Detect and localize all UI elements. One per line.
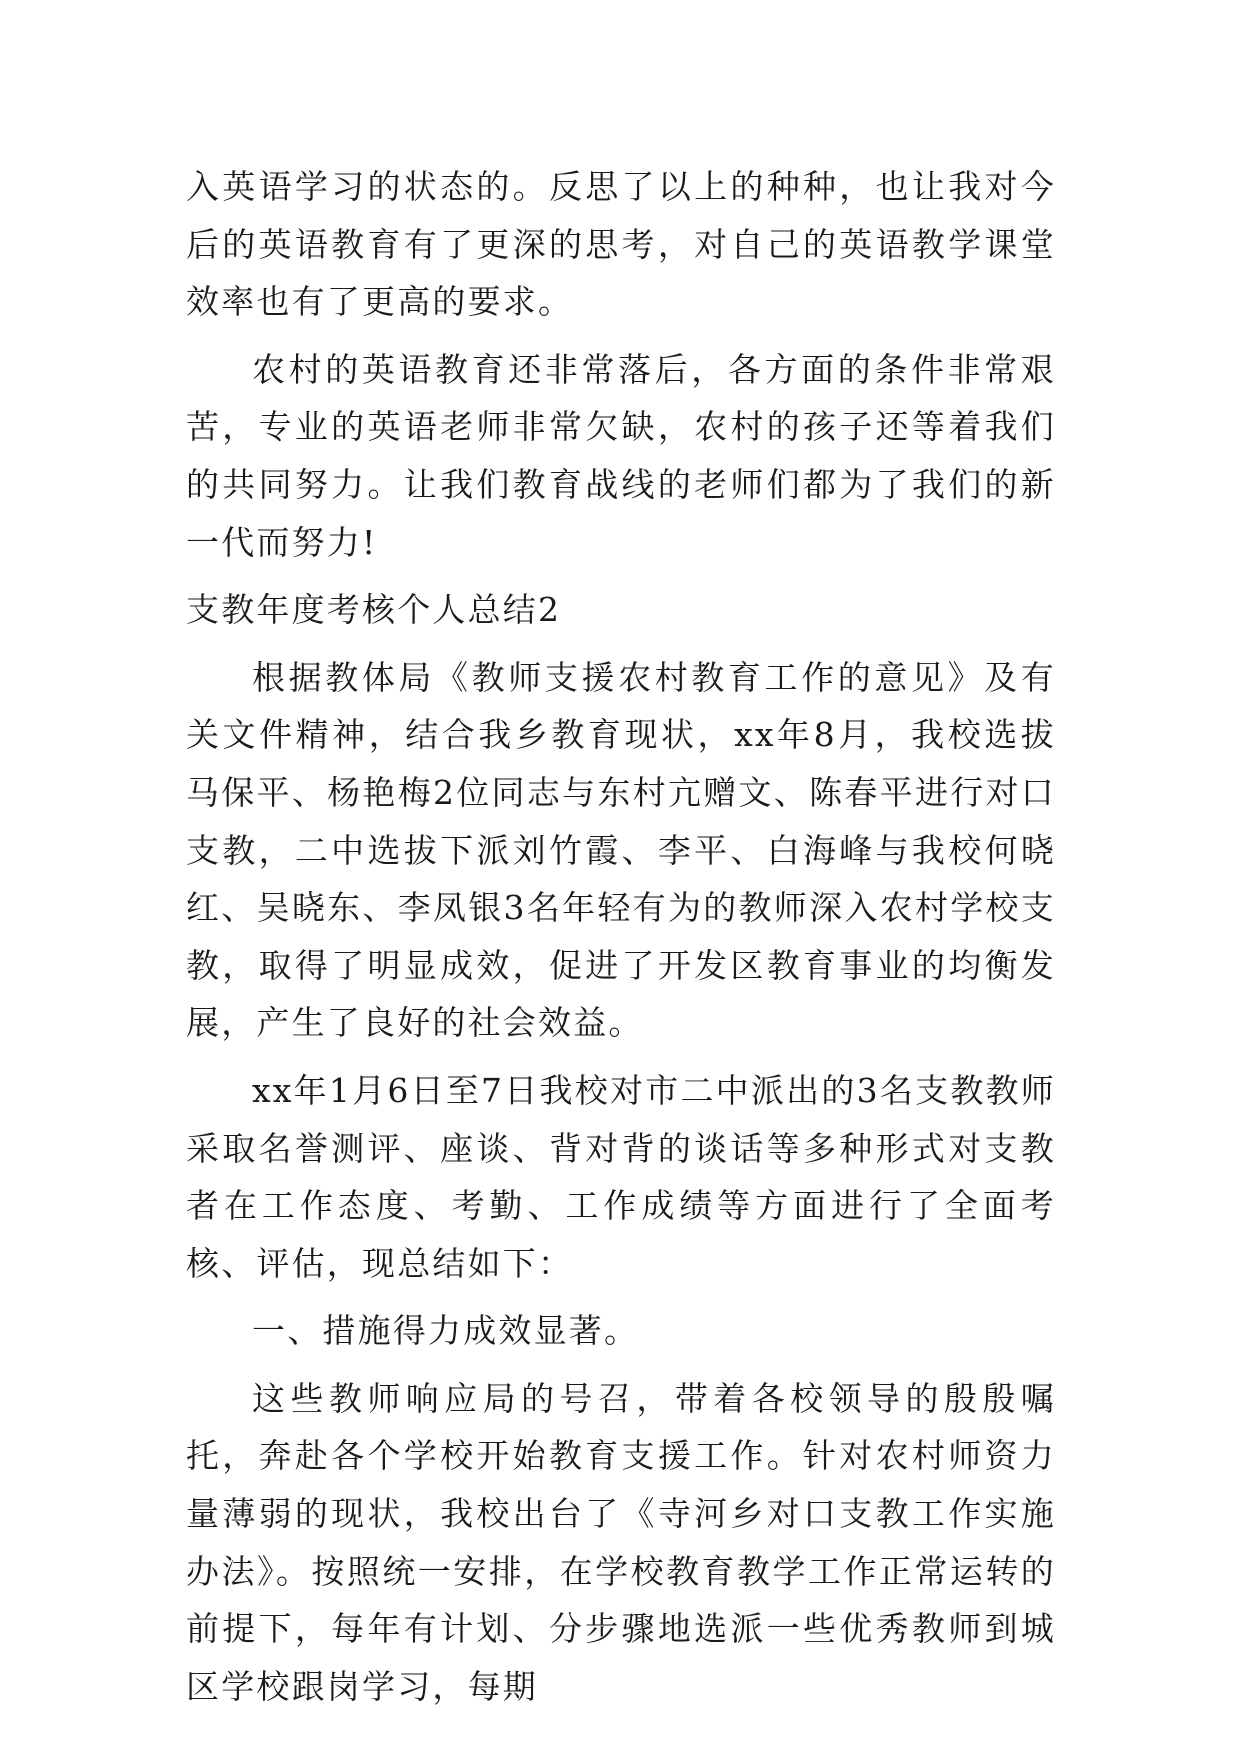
paragraph-subheading-measures: 一、措施得力成效显著。 [252,1311,640,1351]
paragraph-assessment: xx年1月6日至7日我校对市二中派出的3名支教教师采取名誉测评、座谈、背对背的谈话等多种形式对支教者在工作态度、考勤、工作成绩等方面进行了全面考核、评估，现总结如下： [186,1070,1056,1283]
paragraph-policy-background: 根据教体局《教师支援农村教育工作的意见》及有关文件精神，结合我乡教育现状，xx年8月，我校选拔马保平、杨艳梅2位同志与东村亢赠文、陈春平进行对口支教，二中选拔下派刘竹霞、李平、白海峰与我校何晓红、吴晓东、李凤银3名年轻有为的教师深入农村学校支教，取得了明显成效，促进了开发区教育事业的均衡发展，产生了良好的社会效益。 [186,657,1056,1043]
section-heading: 支教年度考核个人总结2 [186,590,562,630]
paragraph-rural-english: 农村的英语教育还非常落后，各方面的条件非常艰苦，专业的英语老师非常欠缺，农村的孩子还等着我们的共同努力。让我们教育战线的老师们都为了我们的新一代而努力! [186,349,1056,562]
document-body [186,158,1056,1725]
paragraph-measures-detail: 这些教师响应局的号召，带着各校领导的殷殷嘱托，奔赴各个学校开始教育支援工作。针对农村师资力量薄弱的现状，我校出台了《寺河乡对口支教工作实施办法》。按照统一安排，在学校教育教学工作正常运转的前提下，每年有计划、分步骤地选派一些优秀教师到城区学校跟岗学习，每期 [186,1378,1056,1706]
paragraph-continuation: 入英语学习的状态的。反思了以上的种种，也让我对今后的英语教育有了更深的思考，对自己的英语教学课堂效率也有了更高的要求。 [186,167,1056,322]
